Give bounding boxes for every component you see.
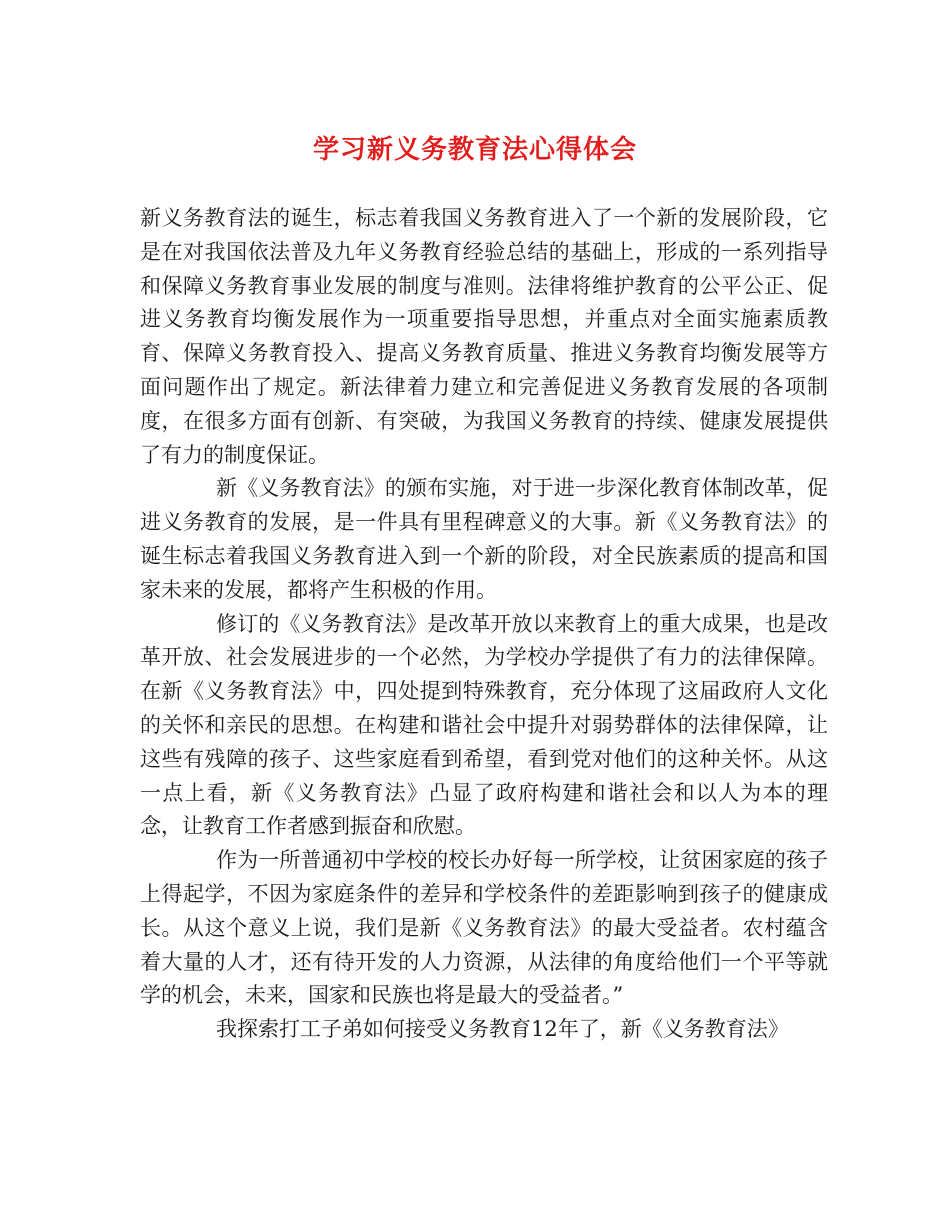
paragraph-3: 修订的《义务教育法》是改革开放以来教育上的重大成果，也是改革开放、社会发展进步的一个必然，为学校办学提供了有力的法律保障。在新《义务教育法》中，四处提到特殊教育，充分体现了这届政府人文化的关怀和亲民的思想。在构建和谐社会中提升对弱势群体的法律保障，让这些有残障的孩子、这些家庭看到希望，看到党对他们的这种关怀。从这一点上看，新《义务教育法》凸显了政府构建和谐社会和以人为本的理念，让教育工作者感到振奋和欣慰。 (140, 611, 828, 839)
paragraph-2: 新《义务教育法》的颁布实施，对于进一步深化教育体制改革，促进义务教育的发展，是一件具有里程碑意义的大事。新《义务教育法》的诞生标志着我国义务教育进入到一个新的阶段，对全民族素质的提高和国家未来的发展，都将产生积极的作用。 (140, 476, 828, 602)
paragraph-4: 作为一所普通初中学校的校长办好每一所学校，让贫困家庭的孩子上得起学，不因为家庭条件的差异和学校条件的差距影响到孩子的健康成长。从这个意义上说，我们是新《义务教育法》的最大受益者。农村蕴含着大量的人才，还有待开发的人力资源，从法律的角度给他们一个平等就学的机会，未来，国家和民族也将是最大的受益者。” (140, 848, 828, 1008)
paragraph-5: 我探索打工子弟如何接受义务教育12年了，新《义务教育法》 (216, 1017, 789, 1042)
document-body (140, 202, 828, 1047)
paragraph-1: 新义务教育法的诞生，标志着我国义务教育进入了一个新的发展阶段，它是在对我国依法普及九年义务教育经验总结的基础上，形成的一系列指导和保障义务教育事业发展的制度与准则。法律将维护教育的公平公正、促进义务教育均衡发展作为一项重要指导思想，并重点对全面实施素质教育、保障义务教育投入、提高义务教育质量、推进义务教育均衡发展等方面问题作出了规定。新法律着力建立和完善促进义务教育发展的各项制度，在很多方面有创新、有突破，为我国义务教育的持续、健康发展提供了有力的制度保证。 (140, 206, 828, 467)
document-title: 学习新义务教育法心得体会 (312, 135, 637, 165)
